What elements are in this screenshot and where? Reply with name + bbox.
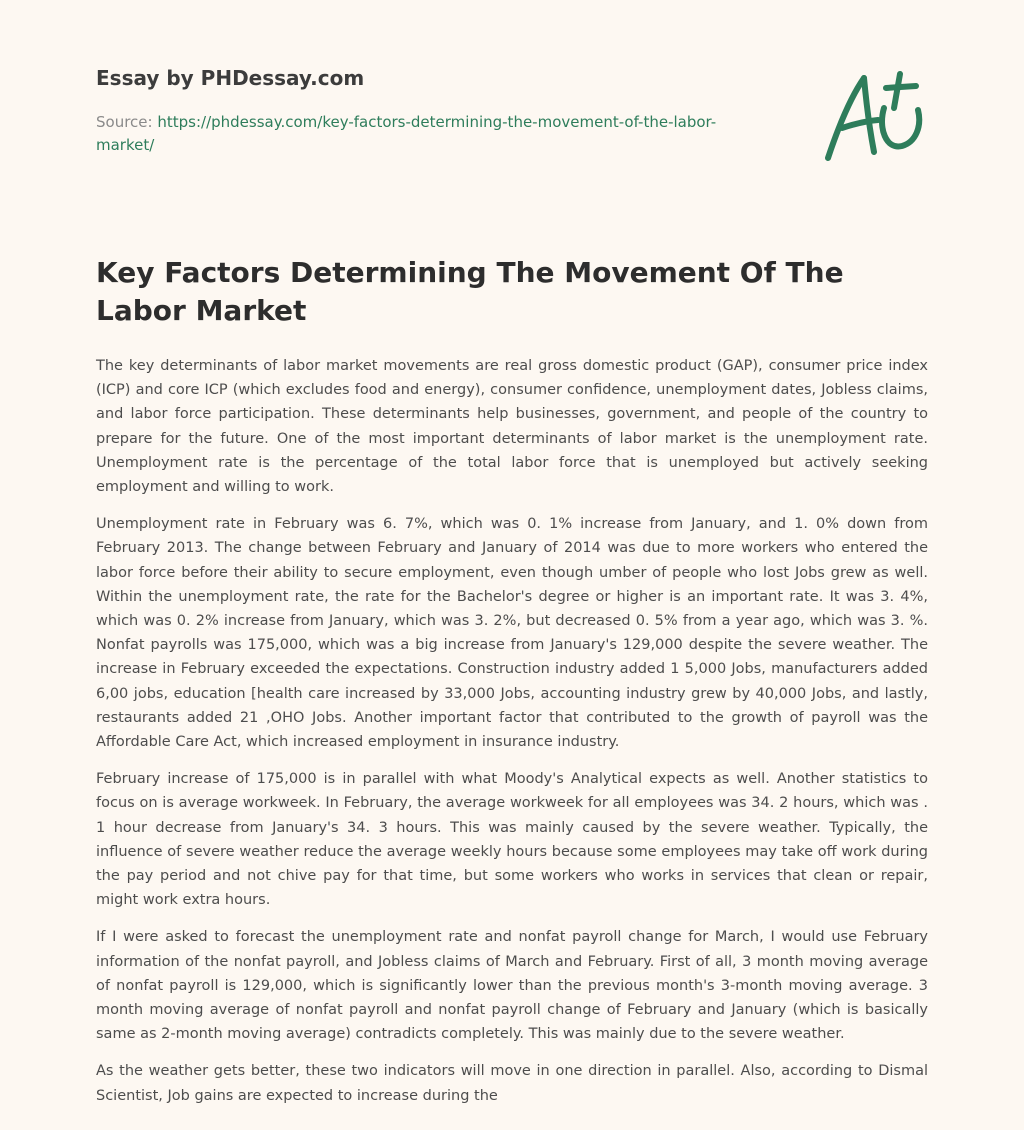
essay-paragraph: Unemployment rate in February was 6. 7%, which was 0. 1% increase from January, and 1. 0% down from February 2013. The change between February and January of 2014 was due to more workers who entered the labor force before their ability to secure employment, even though umber of people who lost Jobs grew as well. Within the unemployment rate, the rate for the Bachelor's degree or higher is an important rate. It was 3. 4%, which was 0. 2% increase from January, which was 3. 2%, but decreased 0. 5% from a year ago, which was 3. %. Nonfat payrolls was 175,000, which was a big increase from January's 129,000 despite the severe weather. The increase in February exceeded the expectations. Construction industry added 1 5,000 Jobs, manufacturers added 6,00 jobs, education [health care increased by 33,000 Jobs, accounting industry grew by 40,000 Jobs, and lastly, restaurants added 21 ,OHO Jobs. Another important factor that contributed to the growth of payroll was the Affordable Care Act, which increased employment in insurance industry. xyxy=(96,516,928,751)
source-line xyxy=(96,111,736,157)
essay-paragraph: As the weather gets better, these two indicators will move in one direction in parallel. Also, according to Dismal Scientist, Job gains are expected to increase during the xyxy=(96,1063,928,1104)
essay-paragraph: If I were asked to forecast the unemployment rate and nonfat payroll change for March, I would use February information of the nonfat payroll, and Jobless claims of March and February. First of all, 3 month moving average of nonfat payroll is 129,000, which is significantly lower than the previous month's 3-month moving average. 3 month moving average of nonfat payroll and nonfat payroll change of February and January (which is basically same as 2-month moving average) contradicts completely. This was mainly due to the severe weather. xyxy=(96,929,928,1043)
essay-paragraph: February increase of 175,000 is in parallel with what Moody's Analytical expects as well. Another statistics to focus on is average workweek. In February, the average workweek for all employees was 34. 2 hours, which was . 1 hour decrease from January's 34. 3 hours. This was mainly caused by the severe weather. Typically, the influence of severe weather reduce the average weekly hours because some employees may take off work during the pay period and not chive pay for that time, but some workers who works in services that clean or repair, might work extra hours. xyxy=(96,771,928,909)
essay-body xyxy=(96,354,928,1121)
source-link[interactable]: https://phdessay.com/key-factors-determining-the-movement-of-the-labor-market/ xyxy=(96,113,717,154)
document-page xyxy=(96,0,928,1130)
essay-paragraph: The key determinants of labor market movements are real gross domestic product (GAP), consumer price index (ICP) and core ICP (which excludes food and energy), consumer confidence, unemployment dates, Jobless claims, and labor force participation. These determinants help businesses, government, and people of the country to prepare for the future. One of the most important determinants of labor market is the unemployment rate. Unemployment rate is the percentage of the total labor force that is unemployed but actively seeking employment and willing to work. xyxy=(96,358,928,496)
essay-title: Key Factors Determining The Movement Of The Labor Market xyxy=(96,256,844,327)
a-plus-grade-logo-icon xyxy=(824,66,928,166)
site-title: Essay by PHDessay.com xyxy=(96,66,365,90)
source-label: Source: xyxy=(96,113,153,131)
